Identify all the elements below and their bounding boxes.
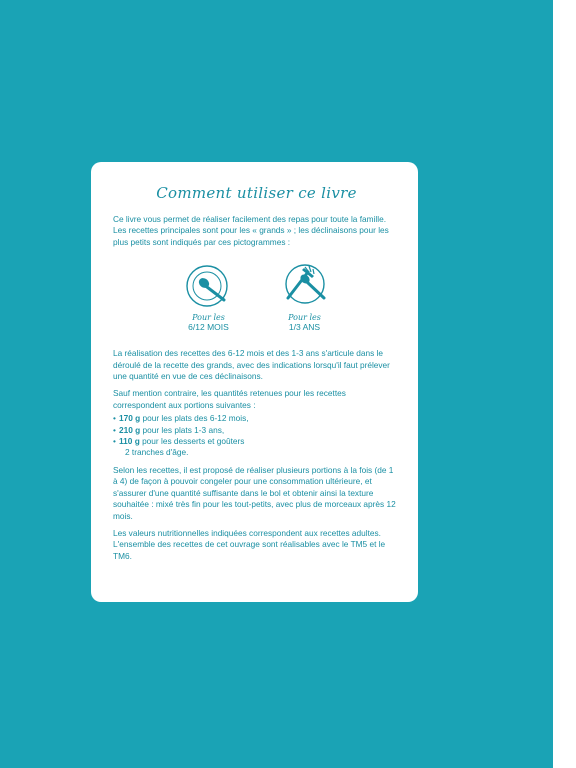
pictogram-6-12-months	[179, 262, 239, 332]
pictogram-age-label: 1/3 ANS	[288, 322, 321, 333]
valeurs-paragraph: Les valeurs nutritionnelles indiquées correspondent aux recettes adultes. L'ensemble des recettes de cet ouvrage sont réalisables avec le TM5 et le TM6.	[113, 527, 386, 561]
selon-paragraph: Selon les recettes, il est proposé de réaliser plusieurs portions à la fois (de 1 à 4) de façon à pouvoir congeler pour une consommation ultérieure, et s'assurer d'une quantité suffisante dans le bol et obtenir ainsi la texture souhaitée : mixé très fin pour les tout-petits, avec plus de morceaux après 12 mois.	[113, 464, 396, 521]
pictogram-row	[113, 262, 400, 332]
list-item	[113, 436, 400, 459]
pictogram-script-label: Pour les	[192, 313, 225, 323]
sauf-mention-paragraph: Sauf mention contraire, les quantités retenues pour les recettes correspondent aux portions suivantes :	[113, 388, 346, 410]
pictogram-1-3-years	[275, 262, 335, 332]
list-item	[113, 413, 400, 424]
portion-text: pour les plats 1-3 ans,	[140, 424, 225, 435]
list-item	[113, 425, 400, 436]
portions-list	[113, 413, 400, 459]
intro-paragraph: Ce livre vous permet de réaliser facilement des repas pour toute la famille. Les recettes principales sont pour les « grands » ; les déclinaisons pour les plus petits sont indiqués par ces pictogrammes :	[113, 214, 389, 247]
plate-fork-spoon-icon	[278, 262, 332, 310]
info-card	[91, 162, 418, 602]
bowl-spoon-icon	[184, 262, 234, 310]
pictogram-age-label: 6/12 MOIS	[188, 322, 229, 333]
portion-text: pour les plats des 6-12 mois,	[140, 413, 249, 424]
portion-amount: 110 g	[119, 436, 140, 447]
page-title: Comment utiliser ce livre	[156, 184, 357, 202]
pictogram-script-label: Pour les	[288, 313, 321, 323]
realisation-paragraph: La réalisation des recettes des 6-12 mois et des 1-3 ans s'articule dans le déroulé de la recette des grands, avec des indications lorsqu'il faut prélever une quantité en vue de ces déclinaisons.	[113, 348, 390, 382]
portion-continuation: 2 tranches d'âge.	[125, 447, 189, 458]
portion-text: pour les desserts et goûters	[139, 436, 245, 447]
portion-amount: 210 g	[119, 424, 141, 435]
portion-amount: 170 g	[119, 413, 141, 424]
